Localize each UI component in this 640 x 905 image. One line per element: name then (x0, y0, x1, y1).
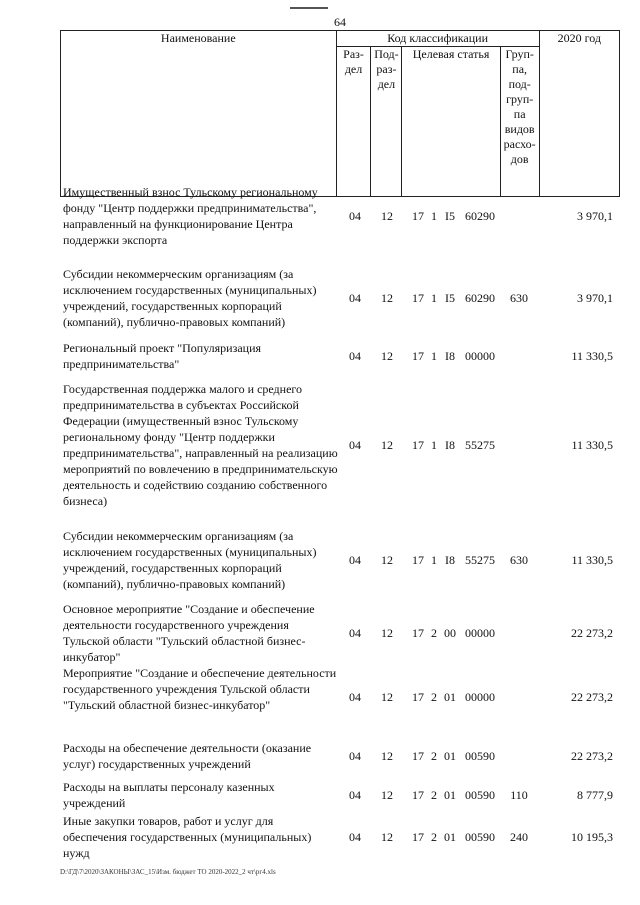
row-cs3: I8 (445, 349, 455, 363)
row-razdel: 04 (349, 291, 361, 305)
row-name: Расходы на обеспечение деятельности (оказание услуг) государственных учреждений (63, 741, 312, 771)
row-name: Мероприятие "Создание и обеспечение деятельности государственного учреждения Тульской области "Тульский областной бизнес-инкубатор" (63, 666, 337, 712)
row-cs3: 01 (444, 749, 456, 763)
row-cs4: 60290 (465, 209, 495, 223)
row-cs2: 1 (431, 438, 437, 452)
header-kod-klassifikacii: Код классификации (336, 31, 539, 47)
row-cs4: 00000 (465, 349, 495, 363)
row-razdel: 04 (349, 749, 361, 763)
row-razdel: 04 (349, 553, 361, 567)
page-number: 64 (334, 15, 346, 29)
row-cs1: 17 (412, 830, 424, 844)
row-podrazdel: 12 (381, 438, 393, 452)
row-cs4: 00000 (465, 626, 495, 640)
row-razdel: 04 (349, 209, 361, 223)
row-podrazdel: 12 (381, 690, 393, 704)
row-sum: 22 273,2 (571, 749, 613, 763)
row-podrazdel: 12 (381, 209, 393, 223)
row-cs2: 1 (431, 349, 437, 363)
row-cs4: 60290 (465, 291, 495, 305)
row-name: Субсидии некоммерческим организациям (за исключением государственных (муниципальных) учреждений, государственных корпораций (компаний), публично-правовых компаний) (63, 529, 317, 591)
header-table (60, 30, 620, 197)
row-cs3: 00 (444, 626, 456, 640)
row-name: Субсидии некоммерческим организациям (за исключением государственных (муниципальных) учреждений, государственных корпораций (компаний), публично-правовых компаний) (63, 267, 317, 329)
row-vr: 240 (510, 830, 528, 844)
row-cs4: 00590 (465, 788, 495, 802)
row-sum: 10 195,3 (571, 830, 613, 844)
scan-artifact (290, 7, 328, 9)
row-cs1: 17 (412, 291, 424, 305)
row-cs2: 2 (431, 690, 437, 704)
row-podrazdel: 12 (381, 830, 393, 844)
row-razdel: 04 (349, 438, 361, 452)
row-cs3: 01 (444, 690, 456, 704)
row-podrazdel: 12 (381, 749, 393, 763)
row-podrazdel: 12 (381, 788, 393, 802)
row-podrazdel: 12 (381, 626, 393, 640)
row-razdel: 04 (349, 690, 361, 704)
header-celevaya-statya: Целевая статья (402, 47, 500, 197)
row-name: Основное мероприятие "Создание и обеспечение деятельности государственного учреждения Тульской области "Тульский областной бизнес-инкубатор" (63, 602, 315, 664)
row-podrazdel: 12 (381, 553, 393, 567)
row-cs2: 2 (431, 749, 437, 763)
row-cs2: 2 (431, 830, 437, 844)
row-sum: 11 330,5 (571, 438, 613, 452)
row-cs3: I5 (445, 291, 455, 305)
row-name: Государственная поддержка малого и среднего предпринимательства в субъектах Российской Федерации (имущественный взнос Тульскому региональному фонду "Центр поддержки предпринимательства", направленный на реализацию мероприятий по вовлечению в предпринимательскую деятельность и содействию созданию собственного бизнеса) (63, 382, 338, 508)
row-sum: 11 330,5 (571, 553, 613, 567)
row-cs3: I5 (445, 209, 455, 223)
header-gruppa-vidov: Груп- па, под- груп- па видов расхо- дов (500, 47, 539, 197)
row-cs2: 2 (431, 788, 437, 802)
row-razdel: 04 (349, 788, 361, 802)
row-cs2: 2 (431, 626, 437, 640)
row-name: Иные закупки товаров, работ и услуг для обеспечения государственных (муниципальных) нужд (63, 814, 312, 860)
row-cs3: I8 (445, 553, 455, 567)
row-name: Региональный проект "Популяризация предпринимательства" (63, 341, 262, 371)
row-cs4: 55275 (465, 438, 495, 452)
row-cs1: 17 (412, 553, 424, 567)
row-cs4: 00000 (465, 690, 495, 704)
row-name: Имущественный взнос Тульскому региональному фонду "Центр поддержки предпринимательства", направленный на функционирование Центра поддержки экспорта (63, 185, 318, 247)
row-vr: 630 (510, 553, 528, 567)
row-cs1: 17 (412, 438, 424, 452)
row-cs4: 55275 (465, 553, 495, 567)
footer-file-path: D:\ГД\7\2020\ЗАКОНЫ\ЗАС_15\Изм. бюджет ТО 2020-2022_2 чт\рг4.xls (60, 868, 276, 876)
row-sum: 3 970,1 (577, 209, 613, 223)
header-razdel: Раз- дел (336, 47, 371, 197)
row-sum: 22 273,2 (571, 626, 613, 640)
row-razdel: 04 (349, 830, 361, 844)
row-cs2: 1 (431, 553, 437, 567)
row-sum: 22 273,2 (571, 690, 613, 704)
row-sum: 8 777,9 (577, 788, 613, 802)
row-cs1: 17 (412, 749, 424, 763)
row-cs1: 17 (412, 209, 424, 223)
row-razdel: 04 (349, 349, 361, 363)
row-cs1: 17 (412, 690, 424, 704)
header-podrazdel: Под- раз- дел (371, 47, 402, 197)
row-cs3: 01 (444, 788, 456, 802)
header-naimenovanie: Наименование (61, 31, 337, 197)
row-cs1: 17 (412, 626, 424, 640)
row-vr: 630 (510, 291, 528, 305)
row-vr: 110 (510, 788, 528, 802)
row-cs2: 1 (431, 291, 437, 305)
row-name: Расходы на выплаты персоналу казенных учреждений (63, 780, 275, 810)
row-sum: 3 970,1 (577, 291, 613, 305)
row-cs1: 17 (412, 788, 424, 802)
row-cs3: I8 (445, 438, 455, 452)
row-razdel: 04 (349, 626, 361, 640)
header-god: 2020 год (539, 31, 619, 197)
row-cs2: 1 (431, 209, 437, 223)
row-cs1: 17 (412, 349, 424, 363)
row-sum: 11 330,5 (571, 349, 613, 363)
row-podrazdel: 12 (381, 349, 393, 363)
row-podrazdel: 12 (381, 291, 393, 305)
row-cs4: 00590 (465, 830, 495, 844)
row-cs4: 00590 (465, 749, 495, 763)
row-cs3: 01 (444, 830, 456, 844)
